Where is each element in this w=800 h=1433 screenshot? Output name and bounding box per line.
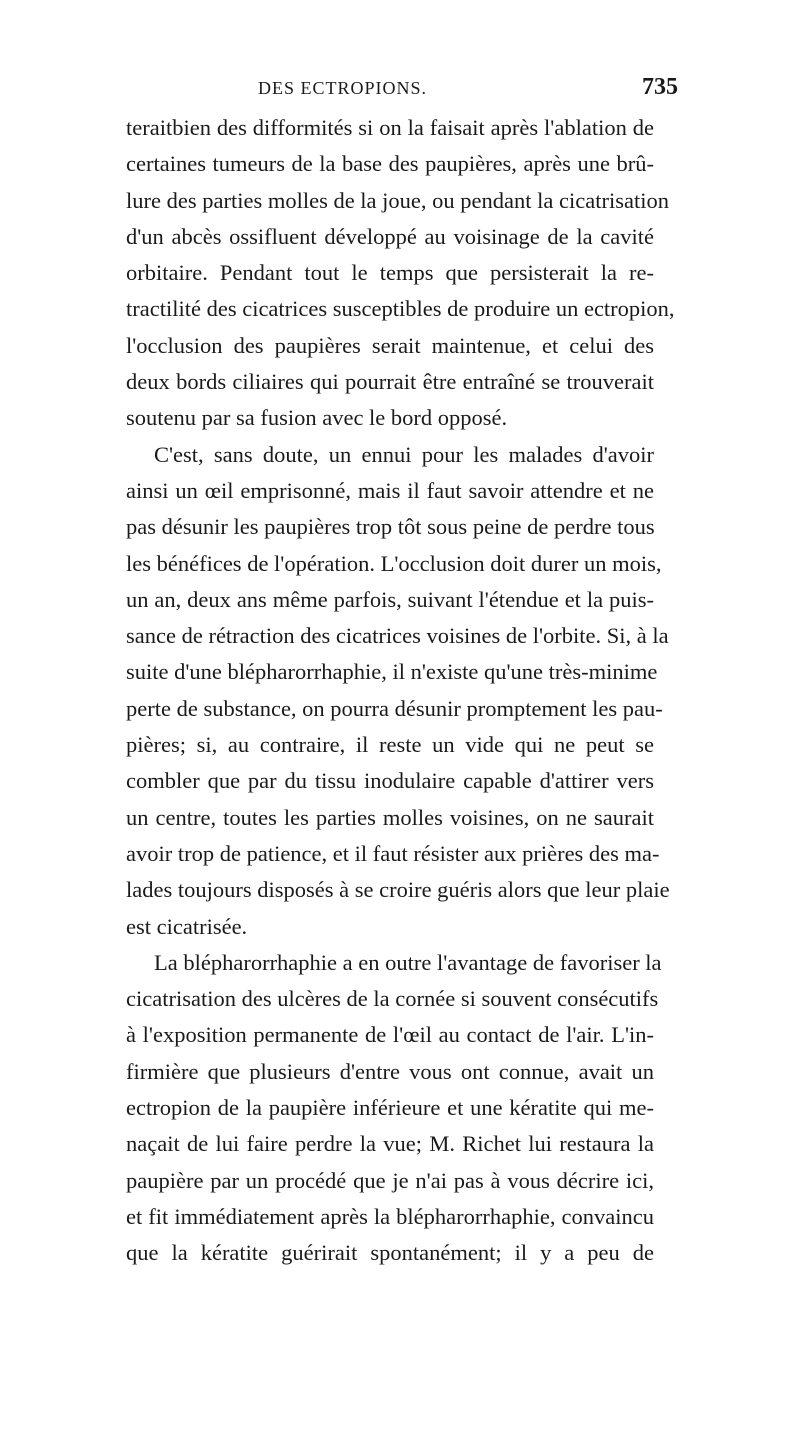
text-line: naçait de lui faire perdre la vue; M. Richet lui restaura la bbox=[126, 1131, 654, 1157]
page-number: 735 bbox=[642, 74, 678, 100]
text-line: ainsi un œil emprisonné, mais il faut savoir attendre et ne bbox=[126, 477, 654, 503]
text-line: orbitaire. Pendant tout le temps que persisterait la re- bbox=[126, 260, 654, 286]
text-line: perte de substance, on pourra désunir promptement les pau- bbox=[126, 695, 663, 721]
text-line: paupière par un procédé que je n'ai pas à vous décrire ici, bbox=[126, 1167, 654, 1193]
text-line: soutenu par sa fusion avec le bord opposé. bbox=[126, 405, 508, 431]
text-line: lure des parties molles de la joue, ou pendant la cicatrisation bbox=[126, 187, 669, 213]
text-line: est cicatrisée. bbox=[126, 913, 248, 939]
running-title: DES ECTROPIONS. bbox=[258, 78, 428, 98]
text-line: certaines tumeurs de la base des paupières, après une brû- bbox=[126, 151, 654, 177]
text-line: cicatrisation des ulcères de la cornée si souvent consécutifs bbox=[126, 986, 659, 1012]
text-line: sance de rétraction des cicatrices voisines de l'orbite. Si, à la bbox=[126, 623, 669, 649]
text-line: et fit immédiatement après la blépharorrhaphie, convaincu bbox=[126, 1203, 654, 1229]
text-line: pières; si, au contraire, il reste un vide qui ne peut se bbox=[126, 732, 654, 758]
text-line: lades toujours disposés à se croire guéris alors que leur plaie bbox=[126, 877, 670, 903]
text-line: ectropion de la paupière inférieure et une kératite qui me- bbox=[126, 1095, 654, 1121]
text-line: pas désunir les paupières trop tôt sous peine de perdre tous bbox=[126, 514, 655, 540]
text-line: les bénéfices de l'opération. L'occlusion doit durer un mois, bbox=[126, 550, 662, 576]
text-line: suite d'une blépharorrhaphie, il n'existe qu'une très-minime bbox=[126, 659, 658, 685]
paragraph-start-line: La blépharorrhaphie a en outre l'avantage de favoriser la bbox=[154, 949, 662, 975]
text-line: avoir trop de patience, et il faut résister aux prières des ma- bbox=[126, 840, 660, 866]
text-line: un centre, toutes les parties molles voisines, on ne saurait bbox=[126, 804, 654, 830]
text-line: teraitbien des difformités si on la faisait après l'ablation de bbox=[126, 115, 654, 140]
text-line: à l'exposition permanente de l'œil au contact de l'air. L'in- bbox=[126, 1022, 654, 1048]
text-line: d'un abcès ossifluent développé au voisinage de la cavité bbox=[126, 223, 654, 249]
text-line: un an, deux ans même parfois, suivant l'étendue et la puis- bbox=[126, 586, 654, 612]
paragraph-start-line: C'est, sans doute, un ennui pour les malades d'avoir bbox=[154, 441, 654, 467]
text-line: firmière que plusieurs d'entre vous ont connue, avait un bbox=[126, 1058, 654, 1084]
text-line: que la kératite guérirait spontanément; il y a peu de bbox=[126, 1240, 654, 1266]
text-line: tractilité des cicatrices susceptibles de produire un ectropion, bbox=[126, 296, 675, 322]
text-line: combler que par du tissu inodulaire capable d'attirer vers bbox=[126, 768, 654, 794]
text-line: l'occlusion des paupières serait maintenue, et celui des bbox=[126, 332, 654, 358]
running-head bbox=[258, 74, 678, 106]
text-line: deux bords ciliaires qui pourrait être entraîné se trouverait bbox=[126, 369, 654, 395]
body-text bbox=[126, 110, 675, 1272]
